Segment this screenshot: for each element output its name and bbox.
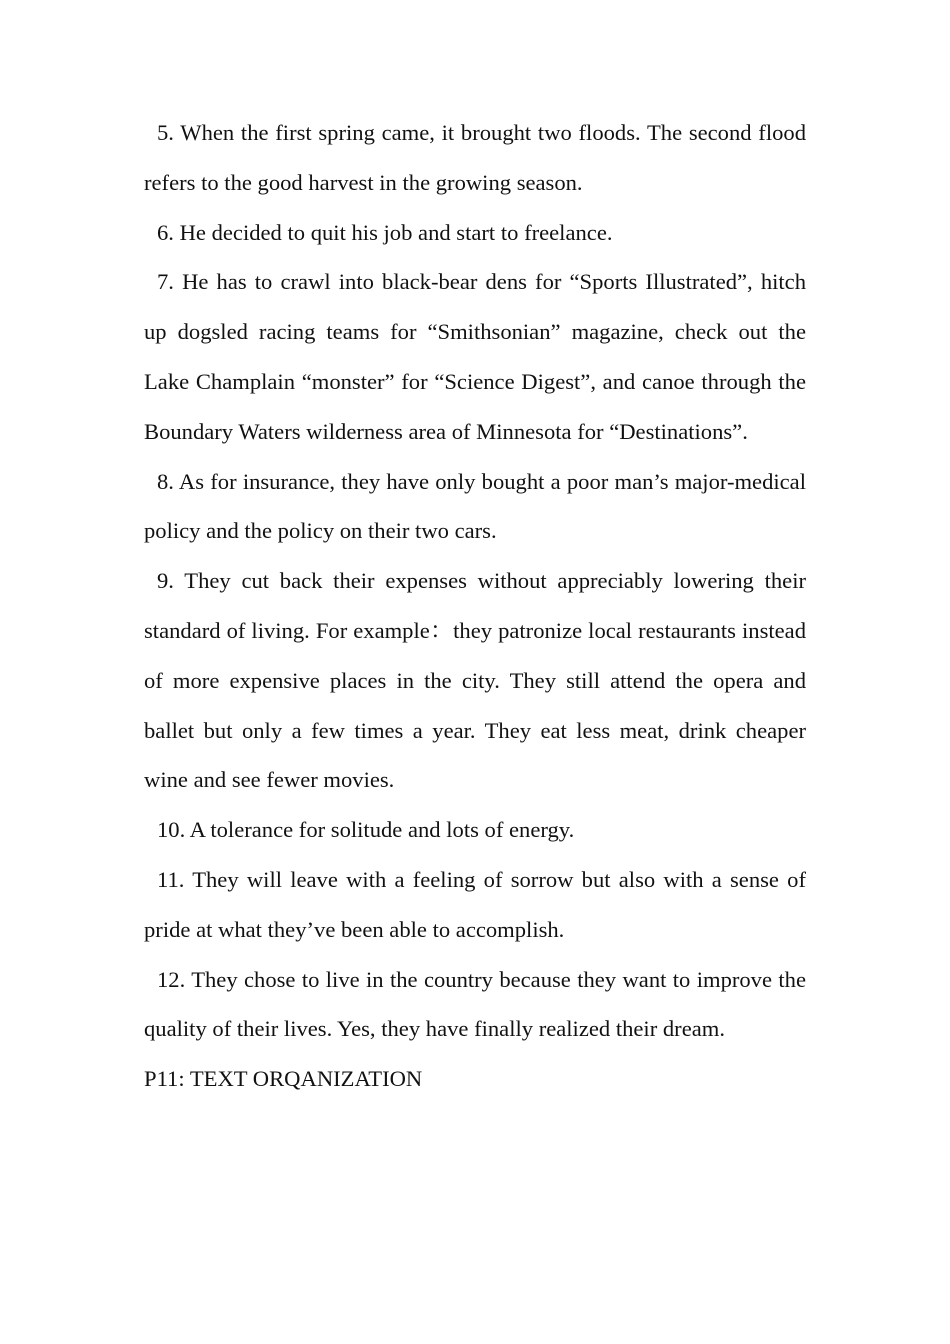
answer-paragraph-6: 6. He decided to quit his job and start to freelance. xyxy=(157,219,613,245)
answer-paragraph-12: 12. They chose to live in the country because they want to improve the quality of their lives. Yes, they have finally realized their dream. xyxy=(144,966,806,1042)
section-heading: P11: TEXT ORQANIZATION xyxy=(144,1066,423,1092)
answer-paragraph-9: 9. They cut back their expenses without appreciably lowering their standard of living. For example：they patronize local restaurants instead of more expensive places in the city. They still attend the opera and ballet but only a few times a year. They eat less meat, drink cheaper wine and see fewer movies. xyxy=(144,568,806,793)
answer-paragraph-8: 8. As for insurance, they have only bought a poor man’s major-medical policy and the policy on their two cars. xyxy=(144,468,806,544)
document-page xyxy=(144,108,806,1104)
answer-paragraph-10: 10. A tolerance for solitude and lots of energy. xyxy=(157,817,575,843)
answer-paragraph-11: 11. They will leave with a feeling of sorrow but also with a sense of pride at what they’ve been able to accomplish. xyxy=(144,866,806,942)
answer-paragraph-7: 7. He has to crawl into black-bear dens for “Sports Illustrated”, hitch up dogsled racing teams for “Smithsonian” magazine, check out the Lake Champlain “monster” for “Science Digest”, and canoe through the Boundary Waters wilderness area of Minnesota for “Destinations”. xyxy=(144,269,806,444)
answer-paragraph-5: 5. When the first spring came, it brought two floods. The second flood refers to the good harvest in the growing season. xyxy=(144,120,806,195)
